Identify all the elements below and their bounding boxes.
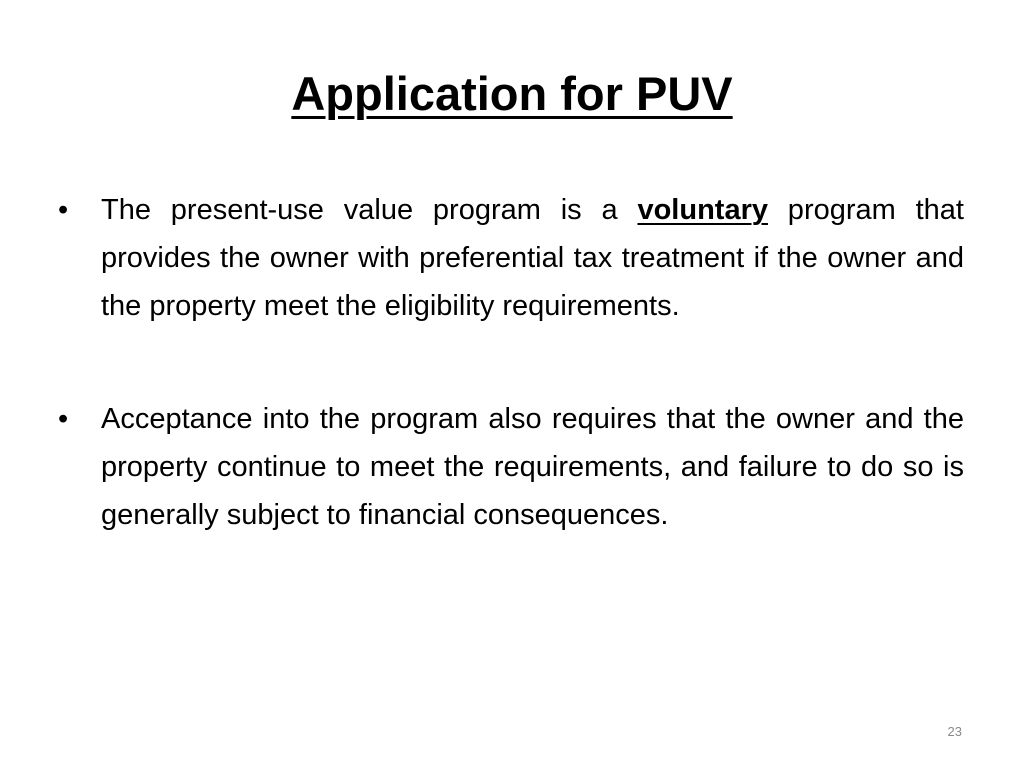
slide-title — [0, 62, 1024, 126]
bullet-2-text: Acceptance into the program also requires that the owner and the property continue to meet the requirements, and failure to do so is generally subject to financial consequences. — [101, 403, 964, 531]
page-number: 23 — [947, 724, 962, 739]
bullet-item-voluntary-program — [56, 186, 964, 330]
bullet-1-text-end: program that provides the owner with preferential tax treatment if the owner and the property meet the eligibility requirements. — [101, 194, 964, 322]
bullet-dot-icon: • — [58, 403, 69, 435]
slide-title-text: Application for PUV — [291, 67, 733, 120]
bullet-1-text-start: The present-use value program is a — [101, 194, 638, 226]
bullet-item-acceptance — [56, 395, 964, 539]
bullet-list — [56, 186, 964, 539]
bullet-dot-icon: • — [58, 194, 69, 226]
bullet-1-emphasis-voluntary: voluntary — [637, 194, 768, 226]
